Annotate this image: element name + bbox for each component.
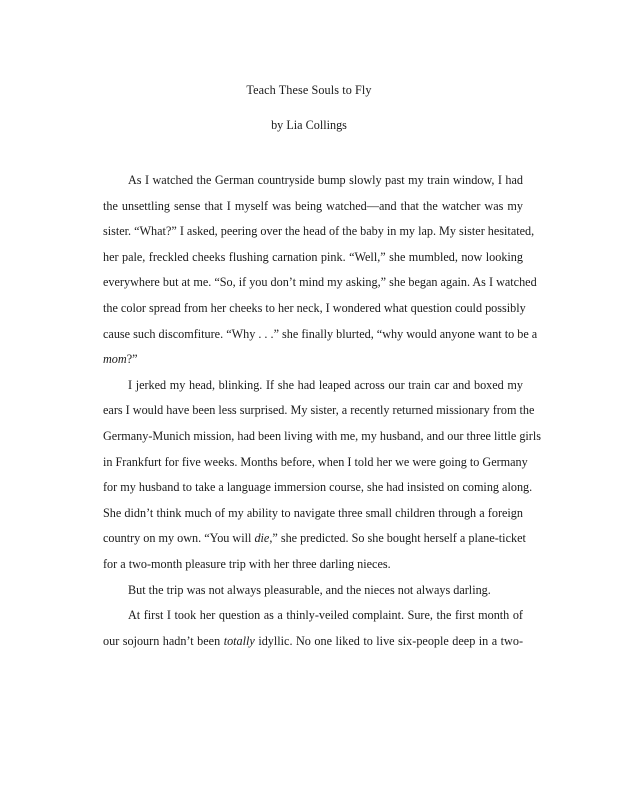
text-line: As I watched the German countryside bump slowly past my train window, I had (128, 173, 523, 187)
text-line: the color spread from her cheeks to her neck, I wondered what question could possibly (103, 300, 526, 315)
text-line: ears I would have been less surprised. My sister, a recently returned missionary from the (103, 403, 535, 418)
text-line: in Frankfurt for five weeks. Months before, when I told her we were going to Germany (103, 454, 528, 469)
text-line: cause such discomfiture. “Why . . .” she finally blurted, “why would anyone want to be a (103, 326, 538, 341)
document-byline: by Lia Collings (271, 118, 347, 132)
text-line: But the trip was not always pleasurable, and the nieces not always darling. (128, 582, 491, 597)
text-line: country on my own. “You will die,” she predicted. So she bought herself a plane-ticket (103, 531, 526, 546)
text-line: the unsettling sense that I myself was being watched—and that the watcher was my (103, 198, 523, 213)
text-line: Germany-Munich mission, had been living with me, my husband, and our three little girls (103, 428, 541, 443)
text-line: She didn’t think much of my ability to navigate three small children through a foreign (103, 505, 523, 520)
text-line: I jerked my head, blinking. If she had leaped across our train car and boxed my (128, 377, 523, 392)
text-line: mom?” (103, 352, 138, 367)
text-line: sister. “What?” I asked, peering over the head of the baby in my lap. My sister hesitated, (103, 224, 535, 239)
text-line: everywhere but at me. “So, if you don’t mind my asking,” she began again. As I watched (103, 275, 537, 290)
text-line: our sojourn hadn’t been totally idyllic. No one liked to live six-people deep in a two- (103, 633, 524, 648)
text-line: her pale, freckled cheeks flushing carnation pink. “Well,” she mumbled, now looking (103, 249, 523, 264)
document-body (103, 168, 541, 654)
text-line: for a two-month pleasure trip with her three darling nieces. (103, 556, 391, 571)
document-title: Teach These Souls to Fly (246, 83, 372, 97)
text-line: At first I took her question as a thinly-veiled complaint. Sure, the first month of (128, 608, 523, 623)
text-line: for my husband to take a language immersion course, she had insisted on coming along. (103, 480, 533, 495)
